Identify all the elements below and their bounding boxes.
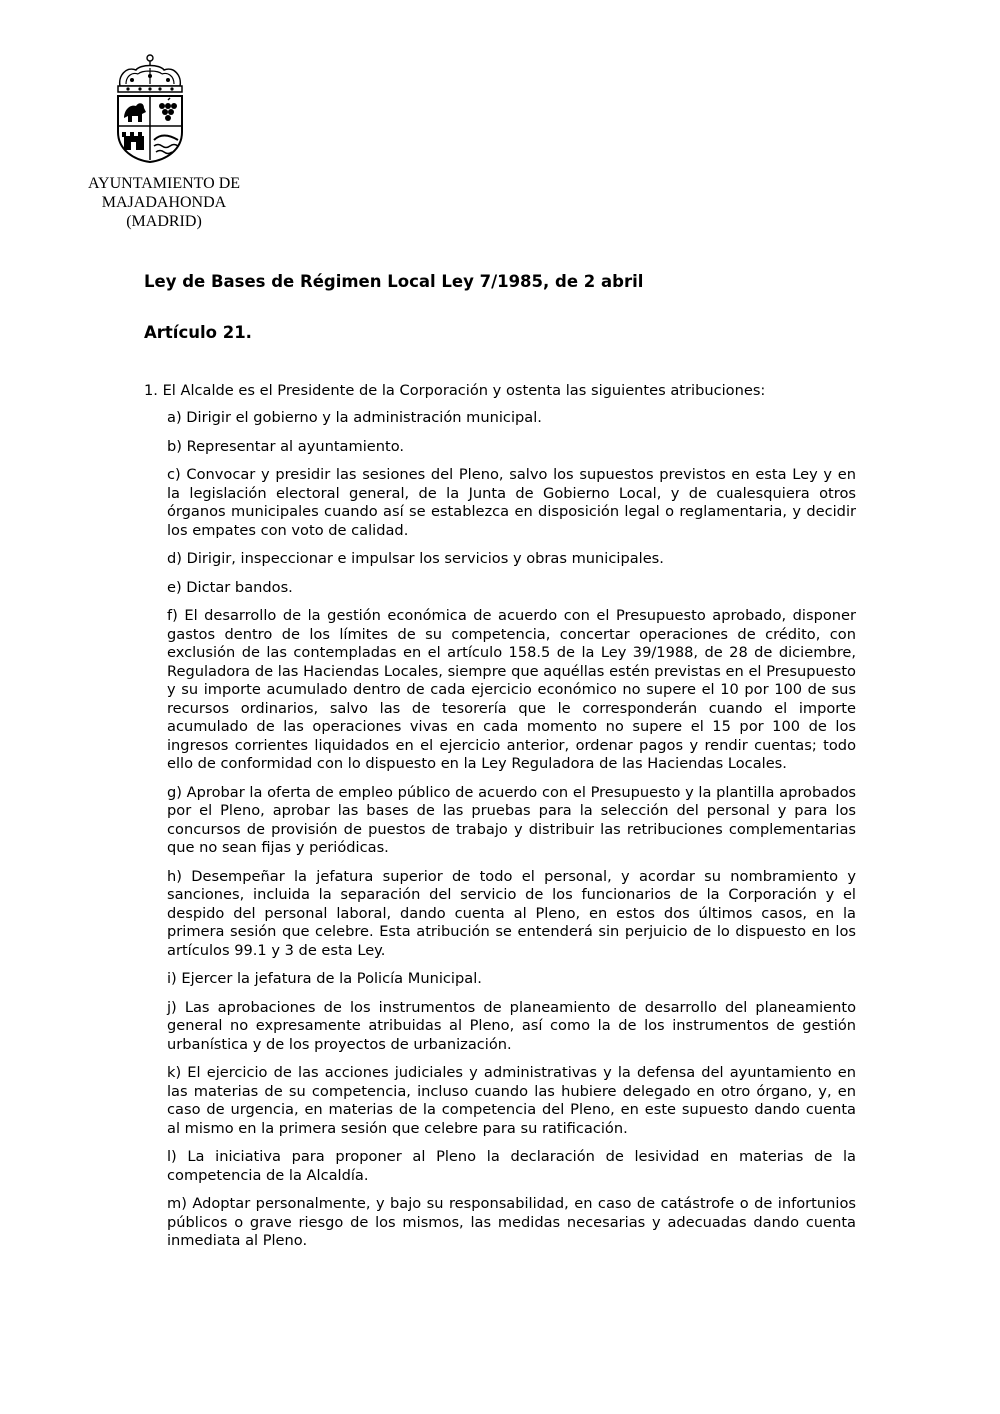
- article-intro: 1. El Alcalde es el Presidente de la Corporación y ostenta las siguientes atribuciones:: [144, 382, 766, 399]
- list-item: m) Adoptar personalmente, y bajo su responsabilidad, en caso de catástrofe o de infortunios públicos o grave riesgo de los mismos, las medidas necesarias y adecuadas dando cuenta inmediata al Pleno.: [167, 1195, 856, 1249]
- list-item: h) Desempeñar la jefatura superior de todo el personal, y acordar su nombramiento y sanciones, incluida la separación del servicio de los funcionarios de la Corporación y el despido del personal laboral, dando cuenta al Pleno, en estos dos últimos casos, en la primera sesión que celebre. Esta atribución se entenderá sin perjuicio de lo dispuesto en los artículos 99.1 y 3 de esta Ley.: [167, 867, 856, 959]
- organization-line: MAJADAHONDA: [101, 194, 227, 211]
- list-item: d) Dirigir, inspeccionar e impulsar los servicios y obras municipales.: [167, 550, 664, 567]
- coat-of-arms-icon: [112, 54, 188, 164]
- list-item: c) Convocar y presidir las sesiones del Pleno, salvo los supuestos previstos en esta Ley y en la legislación electoral general, de la Junta de Gobierno Local, y de cualesquiera otros órganos municipales cuando así se establezca en disposición legal o reglamentaria, y decidir los empates con voto de calidad.: [167, 466, 856, 539]
- list-item: e) Dictar bandos.: [167, 578, 293, 596]
- list-item: g) Aprobar la oferta de empleo público de acuerdo con el Presupuesto y la plantilla aprobados por el Pleno, aprobar las bases de las pruebas para la selección del personal y para los concursos de provisión de puestos de trabajo y distribuir las retribuciones complementarias que no sean fijas y periódicas.: [167, 783, 856, 856]
- list-item: i) Ejercer la jefatura de la Policía Municipal.: [167, 970, 482, 987]
- organization-line: (MADRID): [126, 213, 202, 230]
- list-item: f) El desarrollo de la gestión económica de acuerdo con el Presupuesto aprobado, disponer gastos dentro de los límites de su competencia, concertar operaciones de crédito, con exclusión de las contempladas en el artículo 158.5 de la Ley 39/1988, de 28 de diciembre, Reguladora de las Haciendas Locales, siempre que aquéllas estén previstas en el Presupuesto y su importe acumulado dentro de cada ejercicio económico no supere el 10 por 100 de sus recursos ordinarios, salvo las de tesorería que le corresponderán cuando el importe acumulado de las operaciones vivas en cada momento no supere el 15 por 100 de los ingresos corrientes liquidados en el ejercicio anterior, ordenar pagos y rendir cuentas; todo ello de conformidad con lo dispuesto en la Ley Reguladora de las Haciendas Locales.: [167, 607, 856, 772]
- organization-name: [64, 174, 264, 231]
- article-heading: Artículo 21.: [144, 323, 252, 342]
- list-item: b) Representar al ayuntamiento.: [167, 437, 405, 455]
- organization-line: AYUNTAMIENTO DE: [87, 175, 241, 192]
- list-item: a) Dirigir el gobierno y la administración municipal.: [167, 409, 542, 426]
- attributions-list: [167, 409, 856, 1261]
- list-item: j) Las aprobaciones de los instrumentos de planeamiento de desarrollo del planeamiento general no expresamente atribuidas al Pleno, así como la de los instrumentos de gestión urbanística y de los proyectos de urbanización.: [167, 998, 856, 1053]
- document-title: Ley de Bases de Régimen Local Ley 7/1985, de 2 abril: [144, 272, 644, 291]
- list-item: l) La iniciativa para proponer al Pleno la declaración de lesividad en materias de la competencia de la Alcaldía.: [167, 1148, 856, 1184]
- list-item: k) El ejercicio de las acciones judiciales y administrativas y la defensa del ayuntamiento en las materias de su competencia, incluso cuando las hubiere delegado en otro órgano, y, en caso de urgencia, en materias de la competencia del Pleno, en este supuesto dando cuenta al mismo en la primera sesión que celebre para su ratificación.: [167, 1064, 856, 1137]
